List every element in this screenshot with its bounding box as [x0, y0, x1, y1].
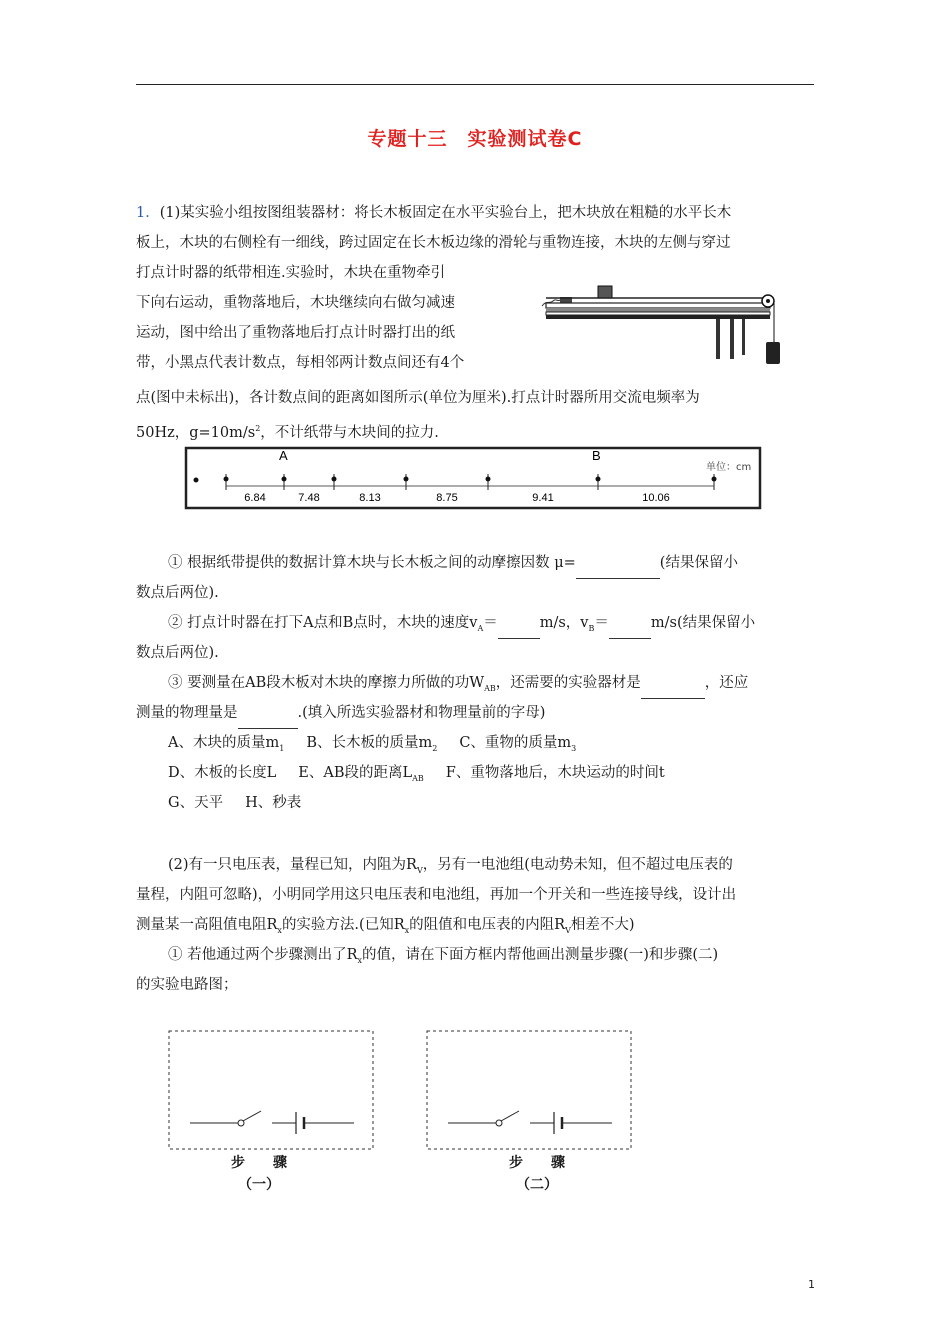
- step1-label: 步 骤 （一）: [231, 1155, 287, 1193]
- tape-dot: [224, 477, 229, 482]
- q1-line-4: 下向右运动，重物落地后，木块继续向右做匀减速: [136, 295, 455, 311]
- tape-dot: [194, 478, 199, 483]
- apparatus-diagram: [540, 272, 800, 372]
- option-a: A、木块的质量$m_1$: [168, 735, 285, 753]
- tape-label-a: A: [279, 448, 288, 463]
- q1-sub1: ① 根据纸带提供的数据计算木块与长木板之间的动摩擦因数 μ= (结果保留小: [168, 548, 816, 579]
- tape-dot: [332, 477, 337, 482]
- paper-tape-figure: [184, 446, 764, 510]
- question-number: 1．: [136, 205, 160, 221]
- header-rule: [136, 84, 814, 85]
- q1-line-2: 板上，木块的右侧栓有一细线，跨过固定在长木板边缘的滑轮与重物连接，木块的左侧与穿过: [136, 235, 731, 251]
- tape-distance-label: 8.75: [436, 492, 458, 504]
- tape-distance-label: 9.41: [532, 492, 554, 504]
- q2-line-4: ① 若他通过两个步骤测出了$R_x$的值，请在下面方框内帮他画出测量步骤(一)和步骤(二): [168, 947, 719, 965]
- q1-text: (1)某实验小组按图组装器材：将长木板固定在水平实验台上，把木块放在粗糙的水平长木: [159, 205, 732, 221]
- answer-blank-quantity[interactable]: [238, 698, 298, 729]
- tape-distance-label: 6.84: [244, 492, 266, 504]
- options-row-3: [168, 788, 816, 818]
- q1-sub3: ③ 要测量在AB段木板对木块的摩擦力所做的功$W_{AB}$，还需要的实验器材是 ，还应: [168, 668, 816, 704]
- option-g: G、天平: [168, 795, 224, 811]
- answer-blank-mu[interactable]: [576, 548, 660, 579]
- tape-distance-label: 10.06: [642, 492, 670, 504]
- page-title: 专题十三 实验测试卷C: [367, 128, 583, 150]
- answer-blank-equipment[interactable]: [641, 668, 705, 699]
- option-c: C、重物的质量$m_3$: [459, 735, 577, 753]
- q2-line-5: 的实验电路图；: [136, 977, 238, 993]
- q1-line-7: 点(图中未标出)，各计数点间的距离如图所示(单位为厘米).打点计时器所用交流电频率为: [136, 390, 700, 406]
- tape-dot: [486, 477, 491, 482]
- page-number: 1: [808, 1278, 815, 1291]
- q1-sub3-cont: 测量的物理量是 .(填入所选实验器材和物理量前的字母): [136, 698, 816, 729]
- answer-blank-vb[interactable]: [609, 608, 651, 639]
- tape-dot: [712, 477, 717, 482]
- weight-icon: [766, 342, 780, 364]
- tape-dot: [404, 477, 409, 482]
- circuit-box-step1[interactable]: [168, 1030, 374, 1152]
- tape-dot: [282, 477, 287, 482]
- q1-sub2: ② 打点计时器在打下A点和B点时，木块的速度$v_A= m/s$，$v_B= m/s$(结果保留小: [168, 608, 816, 644]
- tape-distance-label: 7.48: [298, 492, 320, 504]
- q2-line-2: 量程，内阻可忽略)，小明同学用这只电压表和电池组，再加一个开关和一些连接导线，设计出: [136, 887, 737, 903]
- step2-label: 步 骤 （二）: [509, 1155, 565, 1193]
- q2-line-1: (2)有一只电压表，量程已知，内阻为$R_V$，另有一电池组(电动势未知，但不超过电压表的: [168, 857, 733, 875]
- answer-blank-va[interactable]: [498, 608, 540, 639]
- tape-dot: [596, 477, 601, 482]
- tape-label-b: B: [592, 448, 601, 463]
- q1-sub1-cont: 数点后两位).: [136, 585, 219, 601]
- option-f: F、重物落地后，木块运动的时间t: [445, 765, 665, 781]
- circuit-box-step2[interactable]: [426, 1030, 632, 1152]
- q1-sub2-cont: 数点后两位).: [136, 645, 219, 661]
- q1-line-5: 运动，图中给出了重物落地后打点计时器打出的纸: [136, 325, 455, 341]
- option-e: E、AB段的距离$L_{AB}$: [298, 765, 424, 783]
- option-b: B、长木板的质量$m_2$: [306, 735, 438, 753]
- tape-distance-label: 8.13: [359, 492, 381, 504]
- q1-line-1: [136, 198, 816, 228]
- tape-unit: 单位：cm: [706, 462, 752, 473]
- option-h: H、秒表: [245, 795, 302, 811]
- q1-line-3: 打点计时器的纸带相连.实验时，木块在重物牵引: [136, 265, 446, 281]
- option-d: D、木板的长度L: [168, 765, 277, 781]
- wooden-block: [598, 286, 612, 298]
- q1-line-8: 50Hz，$g=10m/s^2$，不计纸带与木块间的拉力.: [136, 424, 439, 441]
- q2-line-3: 测量某一高阻值电阻$R_x$的实验方法.(已知$R_x$的阻值和电压表的内阻$R_V$相差不大): [136, 917, 635, 935]
- q1-line-6: 带，小黑点代表计数点，每相邻两计数点间还有4个: [136, 355, 465, 371]
